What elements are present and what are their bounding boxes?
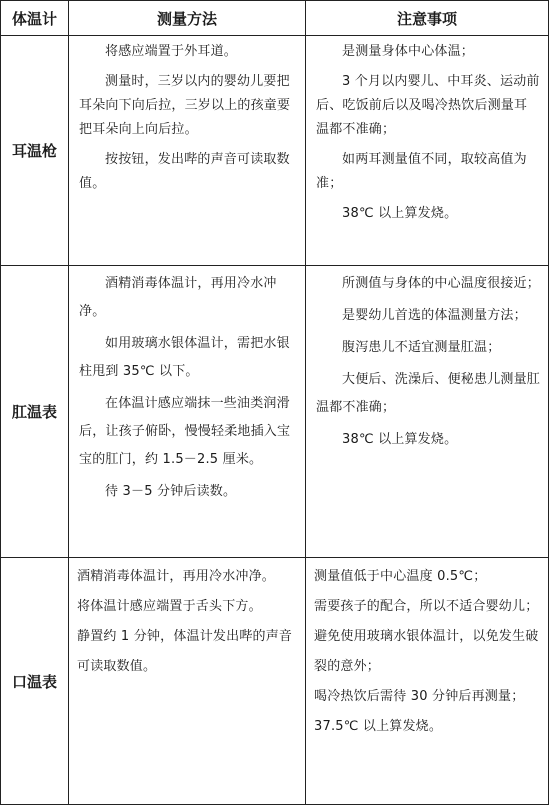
oral-method-cell <box>69 558 304 804</box>
rectal-method-cell <box>69 266 304 557</box>
note-item: 38℃ 以上算发烧。 <box>342 206 458 221</box>
row-name-ear: 耳温枪 <box>11 142 57 160</box>
header-thermometer: 体温计 <box>11 9 57 28</box>
header-method: 测量方法 <box>156 9 217 28</box>
ear-method-cell <box>69 36 304 265</box>
ear-notes-cell <box>306 36 548 265</box>
method-step: 将体温计感应端置于舌头下方。 <box>77 599 262 614</box>
note-item: 腹泻患儿不适宜测量肛温； <box>342 340 501 355</box>
note-item: 是婴幼儿首选的体温测量方法； <box>342 308 527 323</box>
header-notes: 注意事项 <box>396 9 457 28</box>
note-item: 测量值低于中心温度 0.5℃； <box>314 569 487 584</box>
method-step: 按按钮，发出哔的声音可读取数值。 <box>79 152 290 191</box>
note-item: 38℃ 以上算发烧。 <box>342 432 458 447</box>
note-item: 所测值与身体的中心温度很接近； <box>342 276 541 291</box>
note-item: 需要孩子的配合，所以不适合婴幼儿； <box>314 599 539 614</box>
note-item: 3 个月以内婴儿、中耳炎、运动前后、吃饭前后以及喝冷热饮后测量耳温都不准确； <box>316 74 540 137</box>
method-step: 酒精消毒体温计，再用冷水冲净。 <box>79 276 277 319</box>
method-step: 待 3－5 分钟后读数。 <box>105 484 237 499</box>
row-name-oral: 口温表 <box>11 672 57 691</box>
note-item: 大便后、洗澡后、便秘患儿测量肛温都不准确； <box>316 372 541 415</box>
row-name-rectal: 肛温表 <box>11 403 57 421</box>
method-step: 酒精消毒体温计，再用冷水冲净。 <box>77 569 276 584</box>
note-item: 是测量身体中心体温； <box>342 44 475 59</box>
method-step: 在体温计感应端抹一些油类润滑后，让孩子俯卧，慢慢轻柔地插入宝宝的肛门，约 1.5－2.5 厘米。 <box>79 396 291 467</box>
note-item: 37.5℃ 以上算发烧。 <box>314 719 443 734</box>
rectal-notes-cell <box>306 266 548 557</box>
note-item: 喝冷热饮后需待 30 分钟后再测量； <box>314 689 525 704</box>
method-step: 将感应端置于外耳道。 <box>105 44 238 59</box>
method-step: 如用玻璃水银体温计，需把水银柱甩到 35℃ 以下。 <box>79 336 290 379</box>
method-step: 测量时，三岁以内的婴幼儿要把耳朵向下向后拉，三岁以上的孩童要把耳朵向上向后拉。 <box>79 74 291 137</box>
note-item: 避免使用玻璃水银体温计，以免发生破裂的意外； <box>314 629 539 674</box>
oral-notes-cell <box>306 558 548 804</box>
note-item: 如两耳测量值不同，取较高值为准； <box>316 152 527 191</box>
method-step: 静置约 1 分钟，体温计发出哔的声音可读取数值。 <box>77 629 293 674</box>
